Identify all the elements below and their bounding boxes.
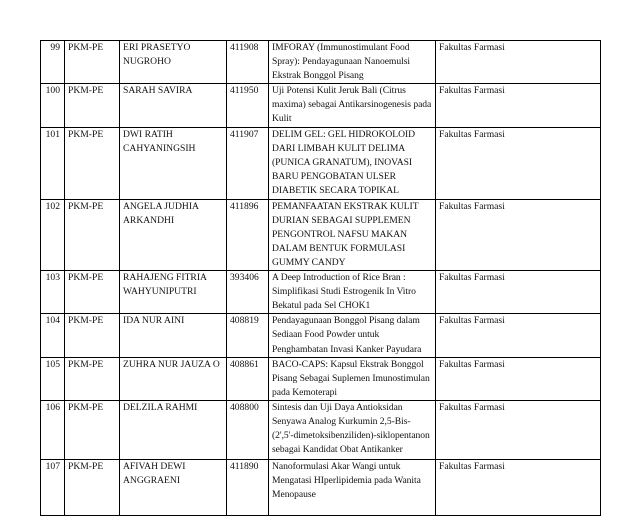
cell-faculty: Fakultas Farmasi [436,84,601,127]
cell-no: 105 [41,357,65,400]
cell-faculty: Fakultas Farmasi [436,271,601,314]
cell-title: IMFORAY (Immunostimulant Food Spray): Pendayagunaan Nanoemulsi Ekstrak Bonggol Pisang [269,41,436,84]
cell-faculty: Fakultas Farmasi [436,400,601,459]
table-row [41,41,601,84]
cell-name: ANGELA JUDHIA ARKANDHI [120,199,227,270]
cell-name: ZUHRA NUR JAUZA O [120,357,227,400]
cell-nim: 393406 [227,271,269,314]
cell-name: DELZILA RAHMI [120,400,227,459]
cell-faculty: Fakultas Farmasi [436,357,601,400]
cell-type: PKM-PE [65,357,120,400]
cell-title: BACO-CAPS: Kapsul Ekstrak Bonggol Pisang Sebagai Suplemen Imunostimulan pada Kemoterapi [269,357,436,400]
cell-name: IDA NUR AINI [120,314,227,357]
table-body [41,41,601,516]
cell-no: 106 [41,400,65,459]
cell-no: 107 [41,459,65,515]
cell-no: 103 [41,271,65,314]
cell-nim: 408819 [227,314,269,357]
cell-type: PKM-PE [65,400,120,459]
cell-nim: 408800 [227,400,269,459]
table-row [41,84,601,127]
cell-type: PKM-PE [65,314,120,357]
cell-name: AFIVAH DEWI ANGGRAENI [120,459,227,515]
table-row [41,314,601,357]
cell-type: PKM-PE [65,84,120,127]
cell-nim: 411896 [227,199,269,270]
cell-type: PKM-PE [65,127,120,199]
cell-no: 101 [41,127,65,199]
cell-nim: 411950 [227,84,269,127]
cell-no: 99 [41,41,65,84]
cell-faculty: Fakultas Farmasi [436,127,601,199]
cell-nim: 411890 [227,459,269,515]
cell-type: PKM-PE [65,41,120,84]
cell-nim: 411907 [227,127,269,199]
cell-title: DELIM GEL: GEL HIDROKOLOID DARI LIMBAH KULIT DELIMA (PUNICA GRANATUM), INOVASI BARU PENGOBATAN ULSER DIABETIK SECARA TOPIKAL [269,127,436,199]
cell-type: PKM-PE [65,271,120,314]
cell-title: Sintesis dan Uji Daya Antioksidan Senyawa Analog Kurkumin 2,5-Bis-(2',5'-dimetoksibenziliden)-siklopentanon sebagai Kandidat Obat Antikanker [269,400,436,459]
cell-faculty: Fakultas Farmasi [436,41,601,84]
table-row [41,459,601,515]
cell-title: PEMANFAATAN EKSTRAK KULIT DURIAN SEBAGAI SUPPLEMEN PENGONTROL NAFSU MAKAN DALAM BENTUK FORMULASI GUMMY CANDY [269,199,436,270]
table-row [41,199,601,270]
cell-faculty: Fakultas Farmasi [436,459,601,515]
cell-title: Pendayagunaan Bonggol Pisang dalam Sediaan Food Powder untuk Penghambatan Invasi Kanker Payudara [269,314,436,357]
cell-faculty: Fakultas Farmasi [436,199,601,270]
cell-type: PKM-PE [65,199,120,270]
cell-faculty: Fakultas Farmasi [436,314,601,357]
cell-name: SARAH SAVIRA [120,84,227,127]
cell-nim: 411908 [227,41,269,84]
table-row [41,357,601,400]
cell-no: 100 [41,84,65,127]
cell-name: DWI RATIH CAHYANINGSIH [120,127,227,199]
cell-name: ERI PRASETYO NUGROHO [120,41,227,84]
cell-no: 104 [41,314,65,357]
cell-no: 102 [41,199,65,270]
table-row [41,271,601,314]
cell-title: Nanoformulasi Akar Wangi untuk Mengatasi HIperlipidemia pada Wanita Menopause [269,459,436,515]
cell-title: A Deep Introduction of Rice Bran : Simplifikasi Studi Estrogenik In Vitro Bekatul pada Sel CHOK1 [269,271,436,314]
cell-name: RAHAJENG FITRIA WAHYUNIPUTRI [120,271,227,314]
cell-nim: 408861 [227,357,269,400]
pkm-table [40,40,601,516]
table-row [41,127,601,199]
cell-title: Uji Potensi Kulit Jeruk Bali (Citrus maxima) sebagai Antikarsinogenesis pada Kulit [269,84,436,127]
table-row [41,400,601,459]
cell-type: PKM-PE [65,459,120,515]
